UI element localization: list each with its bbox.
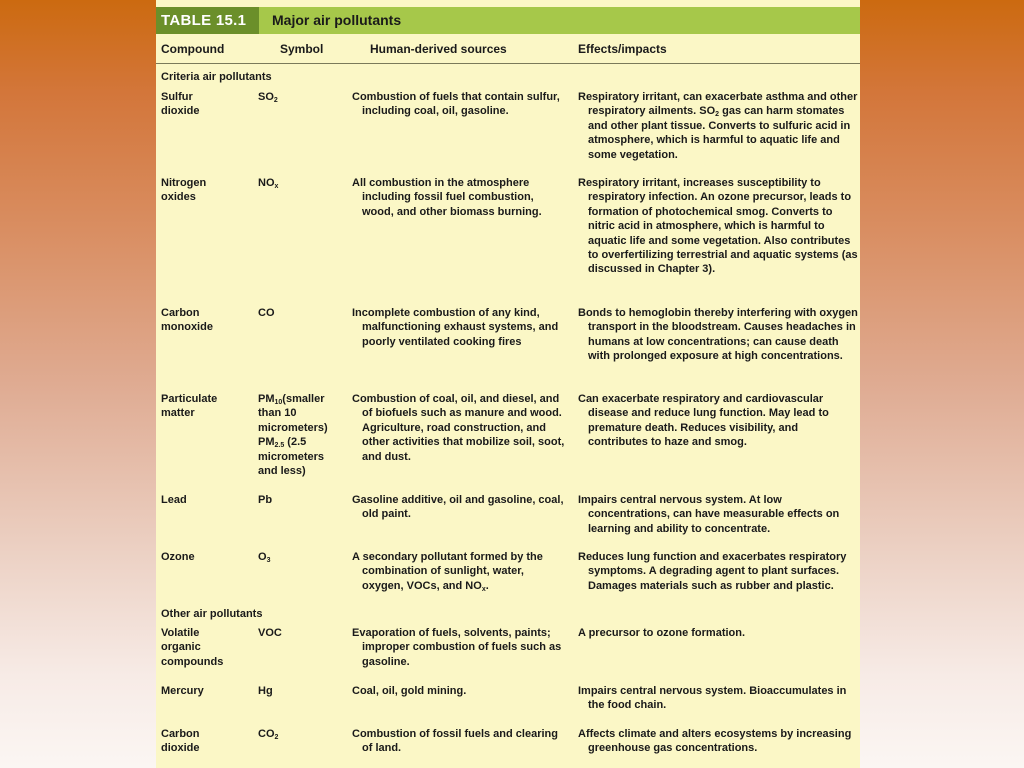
- compound-hg: Mercury: [161, 685, 204, 697]
- symbol-o3: $O_3$: [258, 551, 271, 564]
- sources-co: Incomplete combustion of any kind, malfunctioning exhaust systems, and poorly ventilated cooking fires: [352, 307, 559, 348]
- compound-so2: Sulfur dioxide: [161, 91, 200, 118]
- effects-co: Bonds to hemoglobin thereby interfering with oxygen transport in the bloodstream. Causes headaches in humans at low concentrations; can cause death with prolonged exposure at high concentrations.: [578, 307, 858, 363]
- effects-so2: Respiratory irritant, can exacerbate asthma and other respiratory ailments. $SO_2$ gas can harm stomates and other plant tissue. Converts to sulfuric acid in atmosphere, which is harmful to aquatic life and some vegetation.: [578, 91, 858, 161]
- effects-nox: Respiratory irritant, increases susceptibility to respiratory infection. An ozone precursor, leads to formation of photochemical smog. Converts to nitric acid in atmosphere, which is harmful to aquatic life and some vegetation. Also contributes to overfertilizing terrestrial and aquatic systems (as discussed in Chapter 3).: [578, 177, 858, 276]
- symbol-nox: $NO_x$: [258, 177, 279, 190]
- symbol-hg: Hg: [258, 685, 273, 697]
- header-symbol: Symbol: [280, 42, 324, 56]
- table-sheet: [156, 0, 860, 768]
- table-title-bar: [156, 7, 860, 34]
- compound-nox: Nitrogen oxides: [161, 177, 207, 204]
- table-header-row: [156, 34, 860, 64]
- symbol-so2: $SO_2$: [258, 91, 278, 104]
- table-title: Major air pollutants: [272, 12, 402, 28]
- header-compound: Compound: [161, 42, 225, 56]
- section-criteria: Criteria air pollutants: [161, 71, 272, 83]
- compound-pb: Lead: [161, 494, 187, 506]
- symbol-co: CO: [258, 307, 275, 319]
- effects-hg: Impairs central nervous system. Bioaccumulates in the food chain.: [578, 685, 847, 712]
- compound-co: Carbon monoxide: [161, 307, 213, 334]
- symbol-voc: VOC: [258, 627, 282, 639]
- sources-o3: A secondary pollutant formed by the combination of sunlight, water, oxygen, VOCs, and $NO_x$.: [352, 551, 543, 593]
- compound-co2: Carbon dioxide: [161, 728, 200, 755]
- header-sources: Human-derived sources: [370, 42, 507, 56]
- effects-o3: Reduces lung function and exacerbates respiratory symptoms. A degrading agent to plant surfaces. Damages materials such as rubber and plastic.: [578, 551, 847, 592]
- compound-o3: Ozone: [161, 551, 195, 563]
- sources-pb: Gasoline additive, oil and gasoline, coal, old paint.: [352, 494, 564, 521]
- effects-pb: Impairs central nervous system. At low concentrations, can have measurable effects on learning and ability to concentrate.: [578, 494, 840, 535]
- compound-voc: Volatile organic compounds: [161, 627, 224, 668]
- table-number: TABLE 15.1: [156, 7, 259, 34]
- section-other: Other air pollutants: [161, 608, 263, 620]
- effects-pm: Can exacerbate respiratory and cardiovascular disease and reduce lung function. May lead to premature death. Reduces visibility, and contributes to haze and smog.: [578, 393, 829, 449]
- header-effects: Effects/impacts: [578, 42, 667, 56]
- compound-pm: Particulate matter: [161, 393, 218, 420]
- effects-voc: A precursor to ozone formation.: [578, 627, 746, 639]
- sources-voc: Evaporation of fuels, solvents, paints; improper combustion of fuels such as gasoline.: [352, 627, 562, 668]
- sources-hg: Coal, oil, gold mining.: [352, 685, 467, 697]
- symbol-co2: $CO_2$: [258, 728, 279, 741]
- sources-so2: Combustion of fuels that contain sulfur, including coal, oil, gasoline.: [352, 91, 560, 118]
- effects-co2: Affects climate and alters ecosystems by increasing greenhouse gas concentrations.: [578, 728, 852, 755]
- sources-pm: Combustion of coal, oil, and diesel, and of biofuels such as manure and wood. Agriculture, road construction, and other activities that mobilize soil, soot, and dust.: [352, 393, 565, 463]
- sources-co2: Combustion of fossil fuels and clearing of land.: [352, 728, 558, 755]
- symbol-pm: $PM_{10}(smaller$ than 10 micrometers) $PM_{2.5}$ (2.5 micrometers and less): [258, 393, 328, 478]
- sources-nox: All combustion in the atmosphere including fossil fuel combustion, wood, and other biomass burning.: [352, 177, 542, 218]
- symbol-pb: Pb: [258, 494, 273, 506]
